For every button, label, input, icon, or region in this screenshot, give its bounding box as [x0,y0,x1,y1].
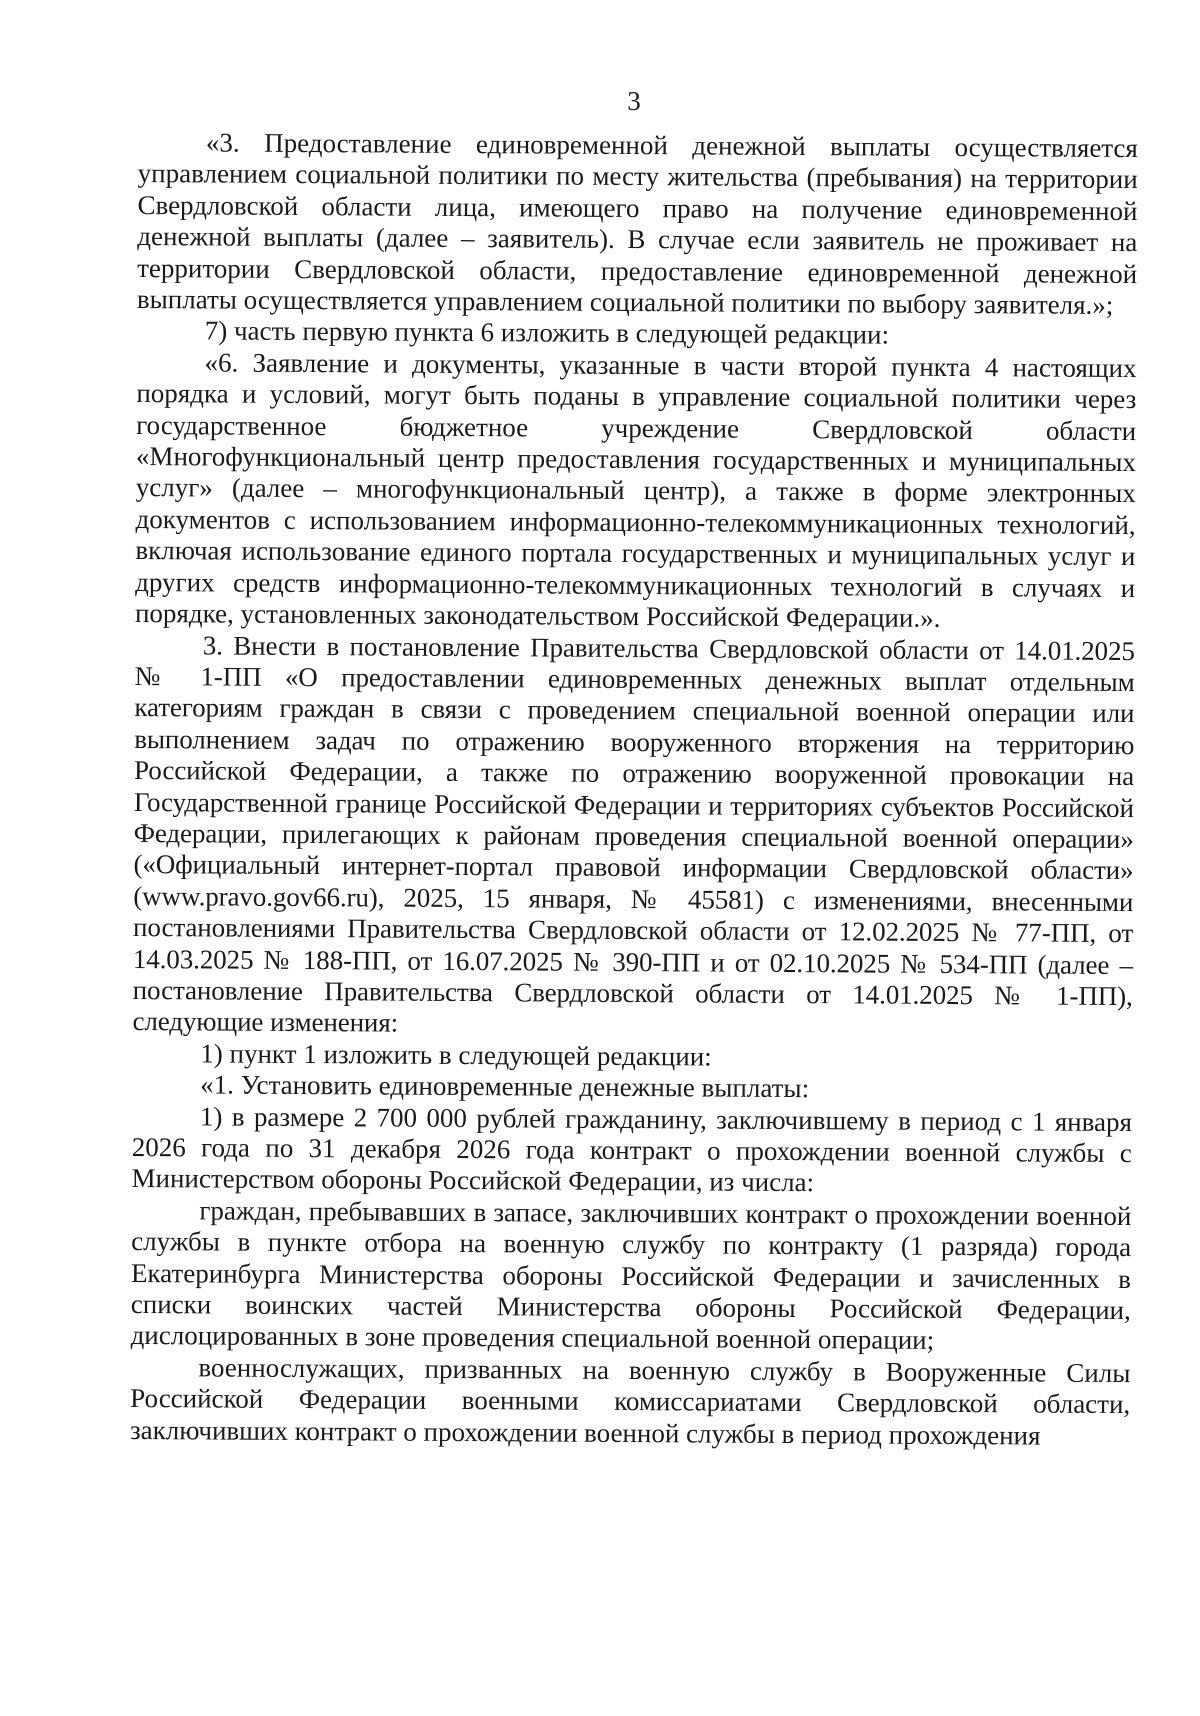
paragraph-clause-1-text: «1. Установить единовременные денежные выплаты: [200,1069,810,1104]
paragraph-subitem-1: 1) пункт 1 изложить в следующей редакции: [200,1038,712,1072]
paragraph-reserve-citizens: граждан, пребывавших в запасе, заключивших контракт о прохождении военной службы в пункте отбора на военную службу по контракту (1 разряда) города Екатеринбурга Министерства обороны Российской Федерации и зачисленных в списки воинских частей Министерства обороны Российской Федерации, дислоцированных в зоне проведения специальной военной операции; [130,1195,1132,1356]
document-body [130,127,1138,1452]
paragraph-section-3: 3. Внести в постановление Правительства Свердловской области от 14.01.2025 № 1-ПП «О предоставлении единовременных денежных выплат отдельным категориям граждан в связи с проведением специальной военной операции или выполнением задач по отражению вооруженного вторжения на территорию Российской Федерации, а также по отражению вооруженной провокации на Государственной границе Российской Федерации и территориях субъектов Российской Федерации, прилегающих к районам проведения специальной военной операции» («Официальный интернет-портал правовой информации Свердловской области» (www.pravo.gov66.ru), 2025, 15 января, № 45581) с изменениями, внесенными постановлениями Правительства Свердловской области от 12.02.2025 № 77-ПП, от 14.03.2025 № 188-ПП, от 16.07.2025 № 390-ПП и от 02.10.2025 № 534-ПП (далее – постановление Правительства Свердловской области от 14.01.2025 № 1-ПП), следующие изменения: [132,629,1135,1038]
paragraph-conscripted-servicemen: военнослужащих, призванных на военную службу в Вооруженные Силы Российской Федерации военными комиссариатами Свердловской области, заключивших контракт о прохождении военной службы в период прохождения [129,1352,1131,1451]
paragraph-item-7: 7) часть первую пункта 6 изложить в следующей редакции: [204,315,890,351]
paragraph-clause-3-text: «3. Предоставление единовременной денежной выплаты осуществляется управлением социальной политики по месту жительства (пребывания) на территории Свердловской области лица, имеющего право на получение единовременной денежной выплаты (далее – заявитель). В случае если заявитель не проживает на территории Свердловской области, предоставление единовременной денежной выплаты осуществляется управлением социальной политики по выбору заявителя.»; [136,127,1138,320]
paragraph-payment-amount: 1) в размере 2 700 000 рублей гражданину, заключившему в период с 1 января 2026 года по 31 декабря 2026 года контракт о прохождении военной службы с Министерством обороны Российской Федерации, из числа: [131,1100,1133,1198]
page-number: 3 [627,86,641,116]
paragraph-clause-6-text: «6. Заявление и документы, указанные в части второй пункта 4 настоящих порядка и условий, могут быть поданы в управление социальной политики через государственное бюджетное учреждение Свердловской области «Многофункциональный центр предоставления государственных и муниципальных услуг» (далее – многофункциональный центр), а также в форме электронных документов с использованием информационно-телекоммуникационных технологий, включая использование единого портала государственных и муниципальных услуг и других средств информационно-телекоммуникационных технологий в случаях и порядке, установленных законодательством Российской Федерации.». [134,347,1137,634]
